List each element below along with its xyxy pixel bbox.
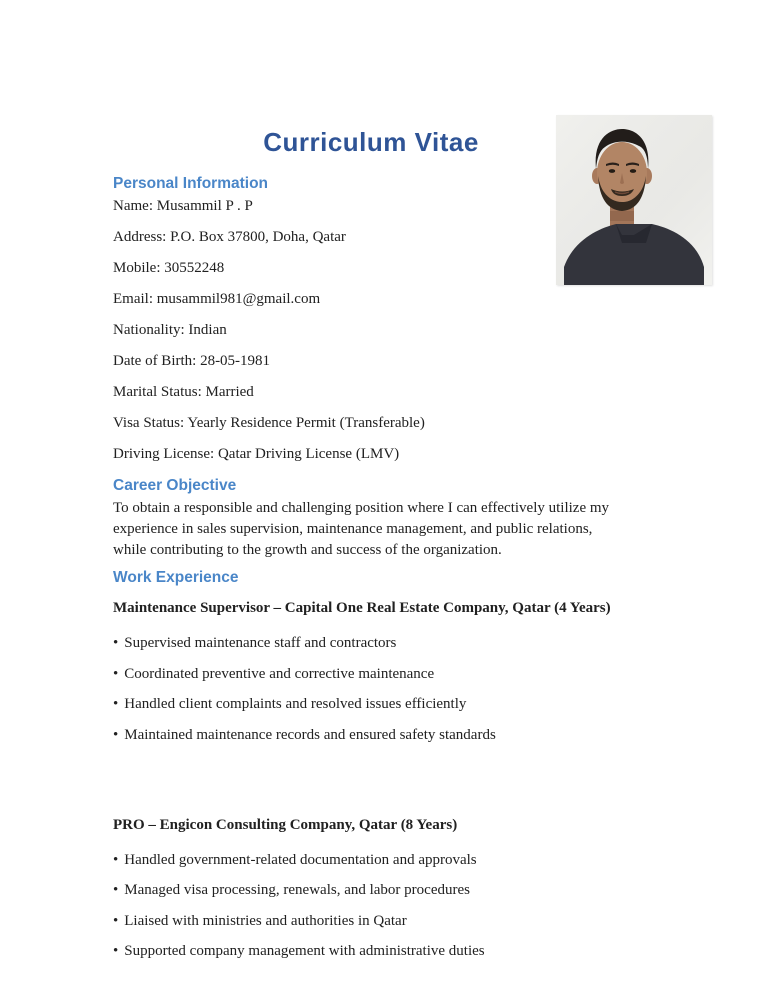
personal-info-email: Email: musammil981@gmail.com: [113, 291, 321, 307]
bullet-marker: •: [113, 882, 119, 898]
job-bullet-text: Supported company management with administrative duties: [124, 943, 485, 959]
personal-info-visa-status: Visa Status: Yearly Residence Permit (Transferable): [113, 415, 425, 431]
page-title: Curriculum Vitae: [263, 127, 479, 157]
job2-bullet-4: [113, 942, 629, 961]
personal-info-driving-license: Driving License: Qatar Driving License (LMV): [113, 446, 400, 462]
job-title-pro-engicon: PRO – Engicon Consulting Company, Qatar (8 Years): [113, 816, 458, 833]
personal-info-list: [113, 197, 629, 464]
section-heading-work-experience: Work Experience: [113, 569, 239, 586]
job1-bullet-1: [113, 634, 629, 653]
career-objective-paragraph: To obtain a responsible and challenging position where I can effectively utilize my experience in sales supervision, maintenance management, and public relations, while contributing to the growth and success of the organization.: [113, 500, 610, 558]
bullet-marker: •: [113, 696, 119, 712]
bullet-marker: •: [113, 665, 119, 682]
job-bullet-text: Handled government-related documentation and approvals: [124, 851, 477, 868]
job1-bullet-4: [113, 726, 629, 745]
personal-info-address: Address: P.O. Box 37800, Doha, Qatar: [113, 229, 346, 245]
job-bullet-text: Maintained maintenance records and ensured safety standards: [124, 726, 496, 743]
bullet-marker: •: [113, 851, 119, 868]
job1-bullet-3: [113, 695, 629, 714]
job2-bullet-3: [113, 912, 629, 931]
job-bullet-text: Handled client complaints and resolved issues efficiently: [124, 696, 467, 712]
job-bullet-text: Supervised maintenance staff and contractors: [124, 635, 397, 651]
personal-info-nationality: Nationality: Indian: [113, 322, 227, 338]
bullet-marker: •: [113, 912, 119, 929]
job-title-maintenance-supervisor: Maintenance Supervisor – Capital One Real Estate Company, Qatar (4 Years): [113, 600, 611, 616]
job-bullet-list-1: [113, 634, 629, 745]
personal-info-date-of-birth: Date of Birth: 28-05-1981: [113, 353, 271, 369]
job1-bullet-2: [113, 665, 629, 684]
job2-bullet-1: [113, 851, 629, 870]
section-heading-career-objective: Career Objective: [113, 477, 237, 494]
job-bullet-list-2: [113, 851, 629, 962]
job-bullet-text: Coordinated preventive and corrective maintenance: [124, 665, 435, 682]
job2-bullet-2: [113, 881, 629, 900]
bullet-marker: •: [113, 635, 119, 651]
document-content: [113, 0, 629, 973]
personal-info-name: Name: Musammil P . P: [113, 198, 253, 214]
job-bullet-text: Managed visa processing, renewals, and labor procedures: [124, 882, 470, 898]
section-heading-personal-information: Personal Information: [113, 175, 269, 192]
job-bullet-text: Liaised with ministries and authorities in Qatar: [124, 912, 407, 929]
personal-info-mobile: Mobile: 30552248: [113, 260, 225, 276]
personal-info-marital-status: Marital Status: Married: [113, 384, 254, 400]
bullet-marker: •: [113, 726, 119, 743]
bullet-marker: •: [113, 943, 119, 959]
